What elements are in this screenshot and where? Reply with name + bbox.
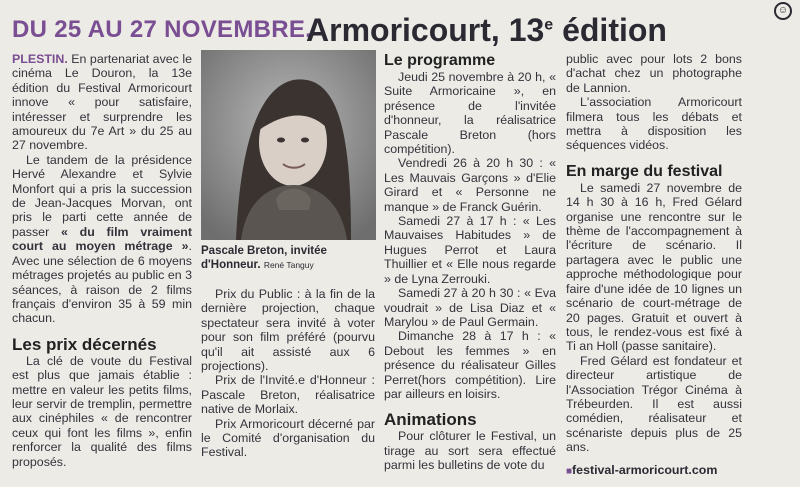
lots-paragraph: public avec pour lots 2 bons d'achat chez un photographe de Lannion. xyxy=(566,52,742,95)
dateline-place: PLESTIN. xyxy=(12,52,68,66)
presidency-text-a: Le tandem de la présidence Hervé Alexandre et Sylvie Monfort qui a pris la succession de Jean-Jacques Morvan, ont pris le parti cette année de passer xyxy=(12,152,192,239)
presidency-paragraph xyxy=(12,153,192,326)
photo-caption-text: Pascale Breton, invitée d'Honneur. xyxy=(201,245,327,271)
workshop-paragraph: Le samedi 27 novembre de 14 h 30 à 16 h, Fred Gélard organise une rencontre sur le thème de l'accompagnement à l'écriture de scénario. Il partagera avec le public une approche méthodologique pour faire d'une idée de 10 lignes un scénario de court-métrage de 20 pages. Gratuit et ouvert à tous, le rendez-vous est fixé à Ti an Holl (passe sanitaire). xyxy=(566,180,742,354)
section-heading-prix: Les prix décernés xyxy=(12,334,157,354)
prix-intro-paragraph: La clé de voute du Festival est plus que jamais établie : mettre en valeur les petits films, leur servir de tremplin, permettre aux cinéphiles « de rencontrer ceux qui font les films », enfin renforcer la qualité des films proposés. xyxy=(12,353,192,469)
intro-text: En partenariat avec le cinéma Le Douron, la 13e édition du Festival Armoricourt innove « pour satisfaire, intéresser et surprendre les amoureux du 7e Art » du 25 au 27 novembre. xyxy=(12,52,192,153)
programme-samedi-20h30: Samedi 27 à 20 h 30 : « Eva voudrait » de Lisa Diaz et « Marylou » de Paul Germain. xyxy=(384,286,556,329)
headline-title-sup: e xyxy=(544,16,554,34)
presidency-quote: « du film vraiment court au moyen métrage » xyxy=(12,224,192,254)
presidency-text-c: . Avec une sélection de 6 moyens métrages projetés au public en 3 séances, à raison de 2 films français d'environ 35 à 59 min chacun. xyxy=(12,239,192,326)
programme-samedi-17h: Samedi 27 à 17 h : « Les Mauvaises Habitudes » de Hugues Perrot et Laura Thuillier et « Elle nous regarde » de Lyna Zerrouki. xyxy=(384,214,556,286)
prix-public-paragraph: Prix du Public : à la fin de la dernière projection, chaque spectateur sera invité à voter pour son film préféré (pourvu qu'il ait assisté aux 6 projections). xyxy=(201,287,375,374)
programme-vendredi: Vendredi 26 à 20 h 30 : « Les Mauvais Garçons » d'Elie Girard et « Personne ne manque » de Franck Guérin. xyxy=(384,156,556,214)
section-heading-marge: En marge du festival xyxy=(566,162,723,180)
column-4 xyxy=(566,52,742,479)
section-heading-animations: Animations xyxy=(384,410,477,430)
portrait-photo xyxy=(201,50,376,240)
programme-dimanche: Dimanche 28 à 17 h : « Debout les femmes » en présence du réalisateur Gilles Perret(hors compétition). Lire par ailleurs en loisirs. xyxy=(384,329,556,401)
programme-jeudi: Jeudi 25 novembre à 20 h, « Suite Armoricaine », en présence de l'invitée d'honneur, la réalisatrice Pascale Breton (hors compétition). xyxy=(384,70,556,157)
portrait-illustration xyxy=(201,50,376,240)
prix-invite-paragraph: Prix de l'Invité.e d'Honneur : Pascale Breton, réalisatrice native de Morlaix. xyxy=(201,373,375,417)
headline-title-main: Armoricourt, 13 xyxy=(306,12,545,48)
column-3 xyxy=(384,52,556,473)
headline-title-rest: édition xyxy=(553,12,667,48)
website-line xyxy=(566,463,742,479)
intro-paragraph xyxy=(12,52,192,153)
video-paragraph: L'association Armoricourt filmera tous les débats et mettra à disposition les séquences vidéos. xyxy=(566,95,742,153)
corner-mark-icon: ☺ xyxy=(774,2,792,20)
column-1 xyxy=(12,52,192,469)
website-url: festival-armoricourt.com xyxy=(572,462,718,477)
headline-title xyxy=(306,12,667,49)
photo-credit: René Tanguy xyxy=(263,260,314,270)
section-heading-programme: Le programme xyxy=(384,52,496,69)
photo-caption xyxy=(201,244,381,272)
headline-dates: DU 25 AU 27 NOVEMBRE. xyxy=(12,16,313,43)
square-bullet-icon: ■ xyxy=(566,465,573,477)
animations-paragraph: Pour clôturer le Festival, un tirage au sort sera effectué parmi les bulletins de vote du xyxy=(384,429,556,473)
column-2 xyxy=(201,287,375,460)
fred-gelard-paragraph: Fred Gélard est fondateur et directeur artistique de l'Association Trégor Cinéma à Trébeurden. Il est aussi comédien, réalisateur et scénariste depuis plus de 25 ans. xyxy=(566,353,742,455)
prix-armoricourt-paragraph: Prix Armoricourt décerné par le Comité d'organisation du Festival. xyxy=(201,416,375,460)
